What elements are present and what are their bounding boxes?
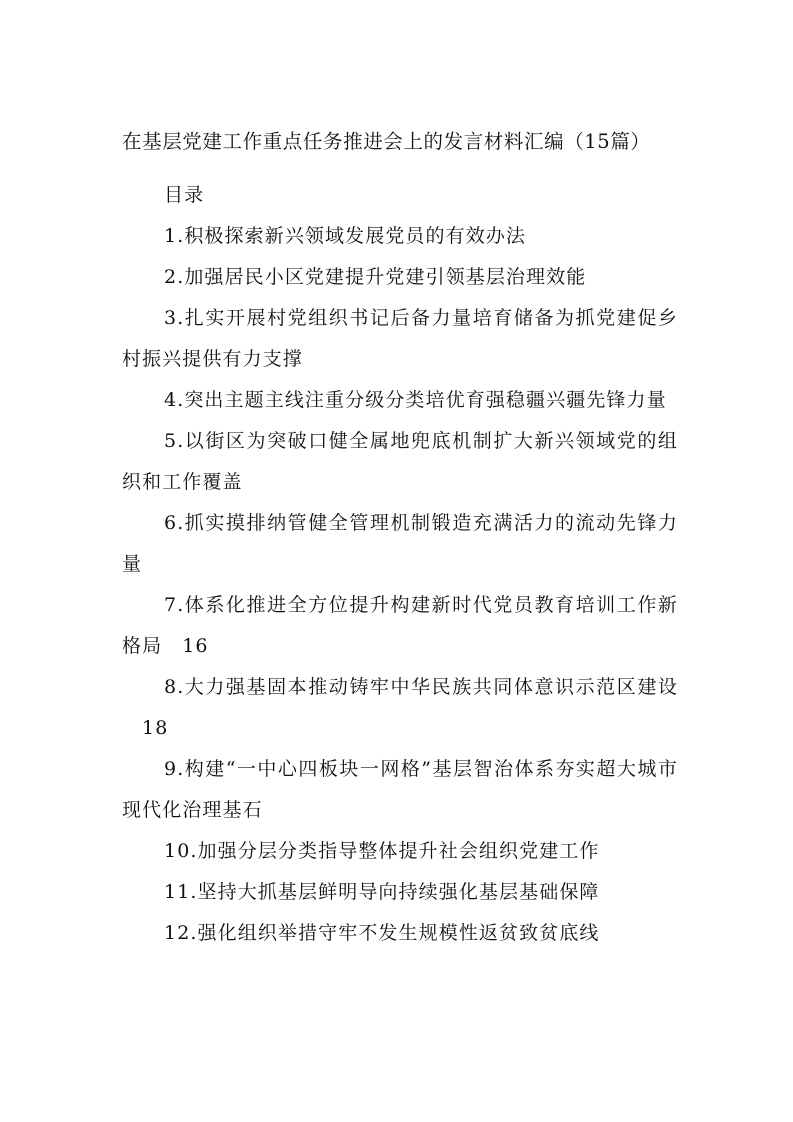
toc-item [122,503,678,585]
toc-item [122,257,678,298]
toc-item [122,380,678,421]
toc-heading: 目录 [164,184,205,206]
toc-item [122,421,678,503]
toc-item-text: 12.强化组织举措守牢不发生规模性返贫致贫底线 [164,922,600,944]
toc-item [122,298,678,380]
toc-item-text: 2.加强居民小区党建提升党建引领基层治理效能 [164,266,587,288]
toc-item-text: 7.体系化推进全方位提升构建新时代党员教育培训工作新格局 [122,594,678,657]
toc-item-text: 8.大力强基固本推动铸牢中华民族共同体意识示范区建设 [164,676,678,698]
toc-item-text: 3.扎实开展村党组织书记后备力量培育储备为抓党建促乡村振兴提供有力支撑 [122,307,678,370]
toc-item-text: 10.加强分层分类指导整体提升社会组织党建工作 [164,840,600,862]
toc-item-text: 6.抓实摸排纳管健全管理机制锻造充满活力的流动先锋力量 [122,512,678,575]
toc-item [122,913,678,954]
toc-item-text: 4.突出主题主线注重分级分类培优育强稳疆兴疆先锋力量 [164,389,667,411]
toc-item-text: 1.积极探索新兴领域发展党员的有效办法 [164,225,527,247]
toc-item [122,216,678,257]
toc-item [122,667,678,749]
toc-page-number: 18 [142,717,169,739]
toc-item-text: 11.坚持大抓基层鲜明导向持续强化基层基础保障 [164,881,600,903]
toc-item [122,872,678,913]
toc-item [122,585,678,667]
document-title: 在基层党建工作重点任务推进会上的发言材料汇编（15篇） [122,130,651,153]
table-of-contents [122,176,678,954]
toc-page-number: 16 [182,635,209,657]
toc-item [122,749,678,831]
toc-item-text: 5.以街区为突破口健全属地兜底机制扩大新兴领域党的组织和工作覆盖 [122,430,678,493]
toc-item [122,831,678,872]
toc-item-text: 9.构建“一中心四板块一网格”基层智治体系夯实超大城市现代化治理基石 [122,758,678,821]
